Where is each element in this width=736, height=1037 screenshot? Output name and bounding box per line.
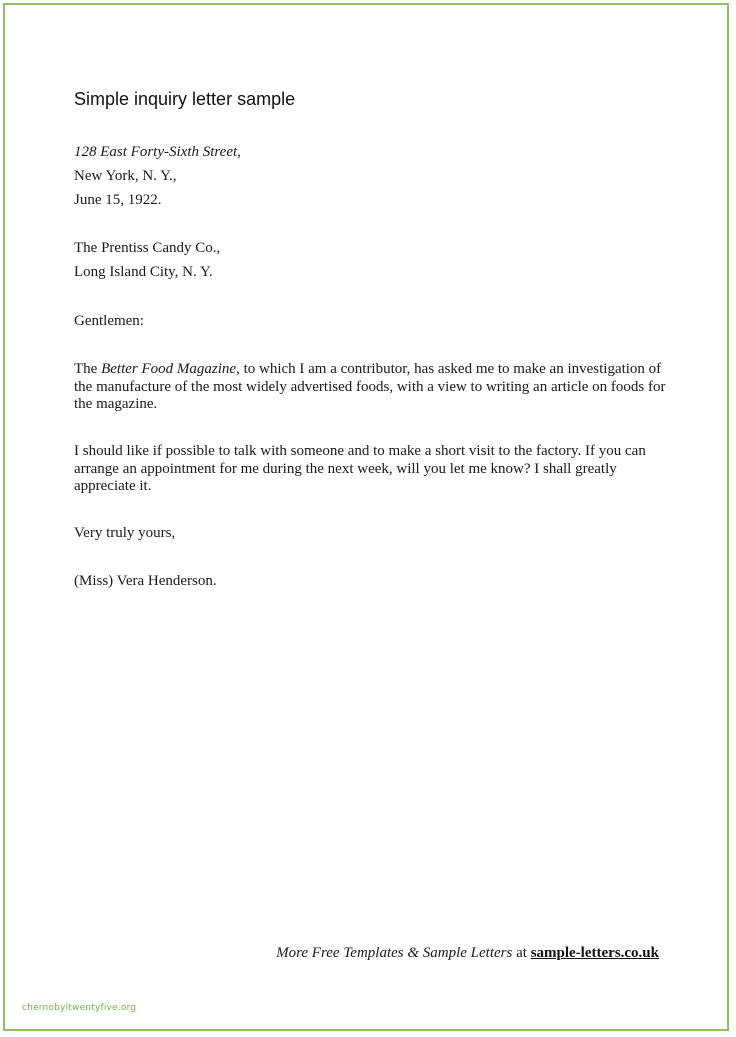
publication-name: Better Food Magazine	[101, 361, 237, 377]
document-title: Simple inquiry letter sample	[74, 89, 296, 109]
salutation: Gentlemen:	[74, 313, 144, 329]
sender-city: New York, N. Y.,	[74, 168, 177, 184]
footer-text: More Free Templates & Sample Letters	[276, 945, 513, 961]
signature: (Miss) Vera Henderson.	[74, 573, 217, 589]
footer-connector: at	[512, 945, 531, 961]
closing: Very truly yours,	[74, 525, 176, 541]
recipient-company: The Prentiss Candy Co.,	[74, 240, 221, 256]
body-paragraph-1	[74, 361, 674, 414]
paragraph-1-rest: , to which I am a contributor, has asked me to make an investigation of the manufacture of the most widely advertised foods, with a view to writing an article on foods for the magazine.	[74, 361, 666, 412]
footer	[276, 945, 659, 962]
body-paragraph-2: I should like if possible to talk with someone and to make a short visit to the factory. If you can arrange an appointment for me during the next week, will you let me know? I shall greatly appreciate it.	[74, 443, 646, 494]
sender-street: 128 East Forty-Sixth Street,	[74, 144, 241, 160]
recipient-city: Long Island City, N. Y.	[74, 264, 213, 280]
letter-date: June 15, 1922.	[74, 192, 162, 208]
paragraph-1-prefix: The	[74, 361, 102, 377]
watermark: chernobyltwentyfive.org	[22, 1003, 137, 1013]
footer-link[interactable]: sample-letters.co.uk	[530, 945, 659, 961]
